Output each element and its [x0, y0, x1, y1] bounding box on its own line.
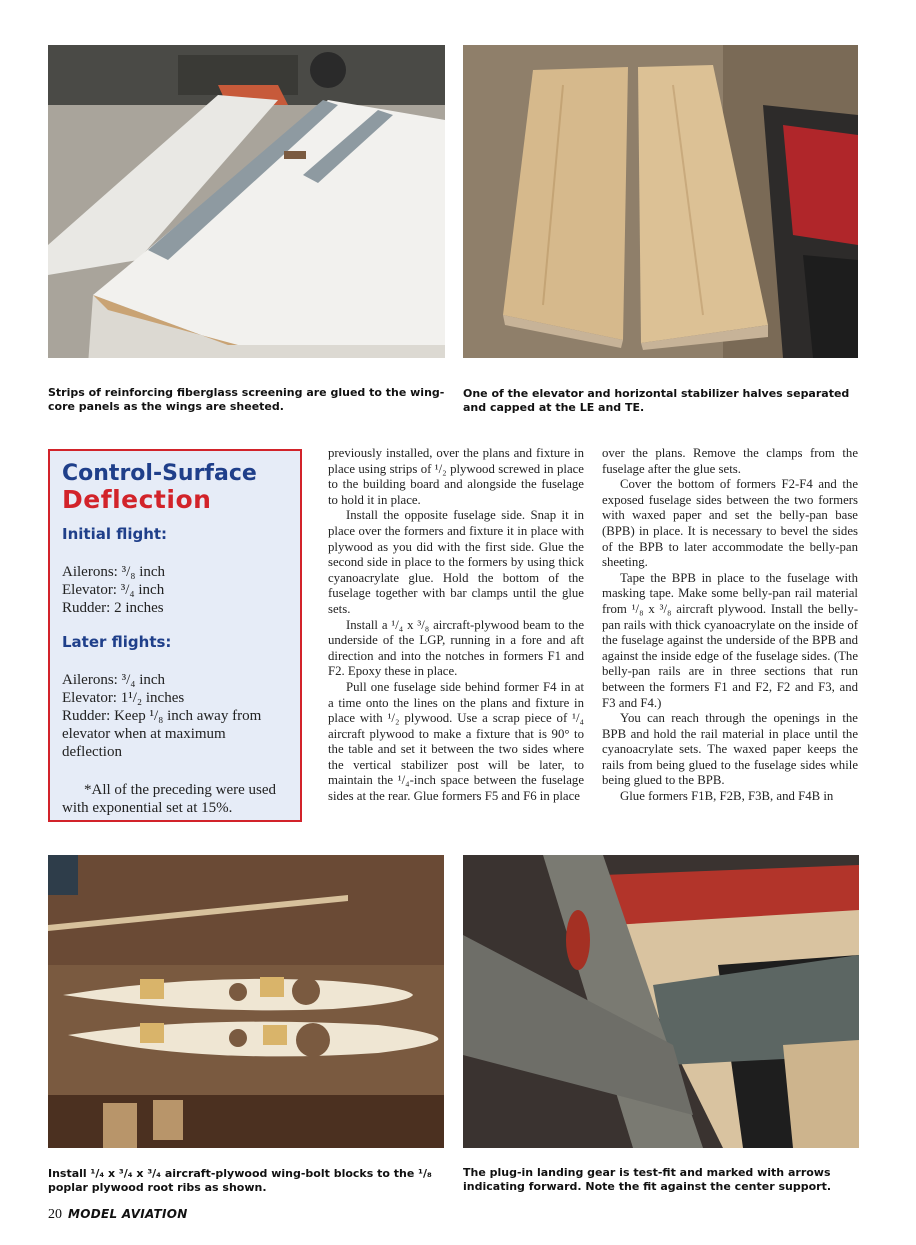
caption-bottom-left: Install ¹/₄ x ³/₄ x ³/₄ aircraft-plywood wing-bolt blocks to the ¹/₈ poplar plywood root ribs as shown. [48, 1167, 432, 1194]
sidebar-later-item: Elevator: 1¹/₂ inches [62, 690, 185, 706]
caption-bottom-right: The plug-in landing gear is test-fit and marked with arrows indicating forward. Note the fit against the center support. [463, 1166, 832, 1193]
control-surface-sidebar [48, 449, 302, 822]
paragraph: Pull one fuselage side behind former F4 in at a time onto the lines on the plans and fixture in place with ¹/₂ plywood. Use a scrap piece of ¹/₄ aircraft plywood to make a fixture that is 90° to the table and set it between the two sides where the vertical stabilizer post will be later, to maintain the ¹/₄-inch space between the fuselage sides at the rear. Glue formers F5 and F6 in place [328, 679, 584, 804]
photo-wing-cores [48, 45, 445, 358]
sidebar-initial-item: Elevator: ³/₄ inch [62, 582, 165, 598]
body-column-right [602, 446, 858, 805]
paragraph: previously installed, over the plans and fixture in place using strips of ¹/₂ plywood screwed in place to the building board and alongside the fuselage to hold it in place. [328, 446, 584, 507]
sidebar-later-item: Rudder: Keep ¹/₈ inch away from elevator when at maximum deflection [62, 708, 262, 760]
sidebar-later-heading: Later flights: [62, 633, 172, 651]
photo-elevator-halves [463, 45, 858, 358]
sidebar-title-line1: Control-Surface [62, 461, 257, 486]
sidebar-initial-item: Rudder: 2 inches [62, 600, 164, 616]
photo-root-ribs [48, 855, 444, 1148]
paragraph: over the plans. Remove the clamps from the fuselage after the glue sets. [602, 446, 858, 476]
sidebar-title-line2: Deflection [62, 485, 212, 514]
page-number: 20 [48, 1207, 62, 1222]
sidebar-initial-item: Ailerons: ³/₈ inch [62, 564, 166, 580]
paragraph: Tape the BPB in place to the fuselage with masking tape. Make some belly-pan rail material from ¹/₈ x ³/₈ aircraft plywood. Install the belly-pan rails with thick cyanoacrylate on the inside of the fuselage against the underside of the BPB and against the inside edge of the fuselage sides. (The belly-pan rails are in three sections that run between the formers F1 and F2, F2 and F3, and F3 and F4.) [602, 570, 858, 710]
paragraph: Glue formers F1B, F2B, F3B, and F4B in [620, 789, 834, 804]
body-column-middle [328, 446, 584, 805]
caption-top-right: One of the elevator and horizontal stabilizer halves separated and capped at the LE and TE. [463, 387, 850, 414]
sidebar-note: *All of the preceding were used with exponential set at 15%. [62, 782, 277, 816]
paragraph: Install the opposite fuselage side. Snap it in place over the formers and fixture it in place with plywood as you did with the first side. Glue the second side in place to the formers by using thick cyanoacrylate glue. Hold the bottom of the fuselage together with bar clamps until the glue sets. [328, 508, 584, 616]
sidebar-later-item: Ailerons: ³/₄ inch [62, 672, 166, 688]
paragraph: Install a ¹/₄ x ³/₈ aircraft-plywood beam to the underside of the LGP, running in a fore and aft direction and into the notches in formers F1 and F2. Epoxy these in place. [328, 617, 584, 679]
paragraph: Cover the bottom of formers F2-F4 and the exposed fuselage sides between the two formers with waxed paper and set the belly-pan base (BPB) in place. It is necessary to bevel the sides of the BPB to later accommodate the belly-pan sheeting. [602, 477, 858, 570]
page-footer [48, 1207, 188, 1223]
photo-landing-gear [463, 855, 859, 1148]
sidebar-initial-heading: Initial flight: [62, 525, 168, 543]
caption-top-left: Strips of reinforcing fiberglass screening are glued to the wing-core panels as the wings are sheeted. [48, 386, 445, 413]
paragraph: You can reach through the openings in the BPB and hold the rail material in place until the cyanoacrylate sets. The waxed paper keeps the rails from being glued to the fuselage sides while being glued to the BPB. [602, 711, 858, 788]
magazine-name: MODEL AVIATION [68, 1207, 188, 1221]
